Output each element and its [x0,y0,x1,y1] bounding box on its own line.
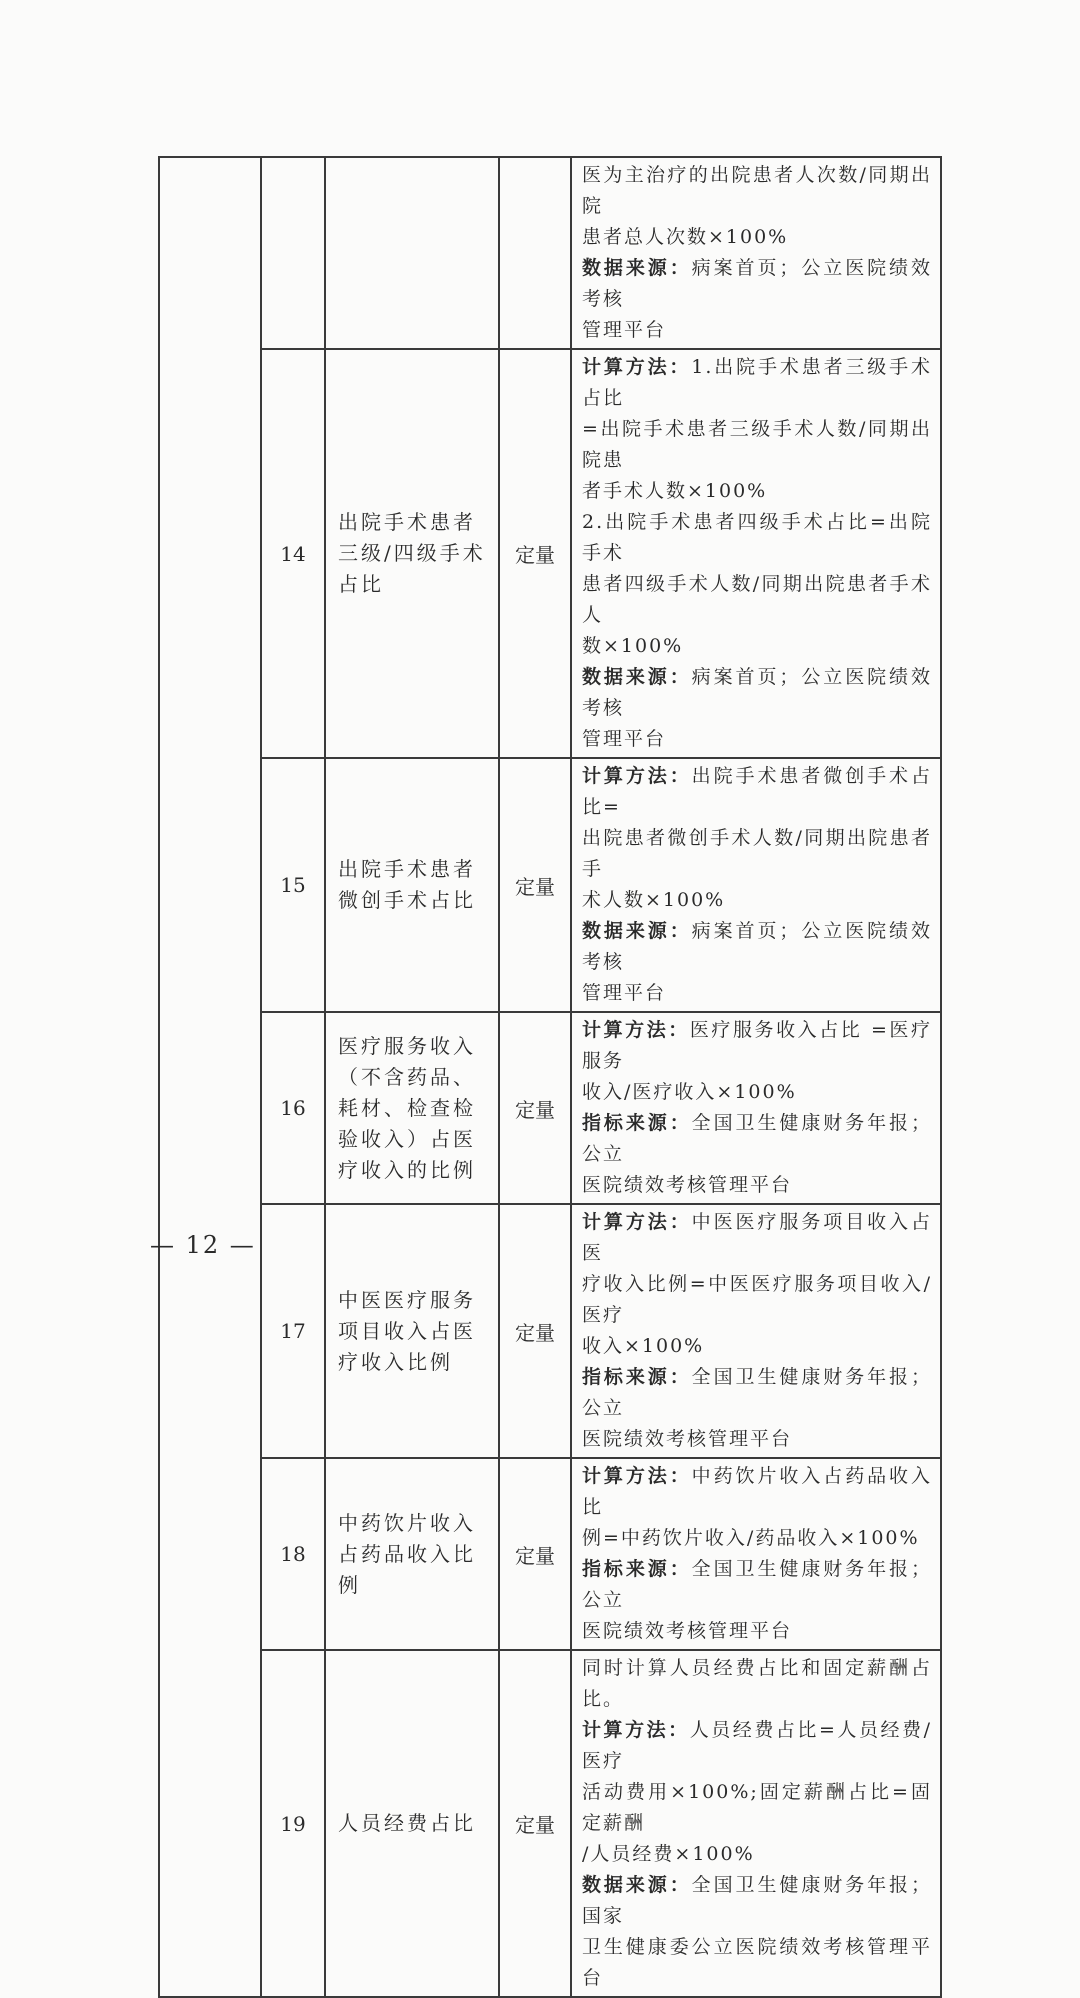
description-text: 全国卫生健康财务年报；公立 [582,1366,932,1419]
description-line [582,1777,932,1839]
description-text: 患者总人次数×100% [582,226,789,248]
indicator-name: 出院手术患者三级/四级手术占比 [325,349,499,758]
indicator-table [158,156,942,1998]
description-text: 病案首页；公立医院绩效考核 [582,257,932,310]
indicator-type: 定量 [499,758,571,1012]
indicator-description [571,1650,941,1997]
description-line [582,1653,932,1715]
indicator-description [571,1204,941,1458]
description-text: 收入/医疗收入×100% [582,1081,797,1103]
description-text: /人员经费×100% [582,1843,755,1865]
description-line [582,476,932,507]
table-row [159,1650,941,1997]
description-line [582,1523,932,1554]
description-text: 者手术人数×100% [582,480,768,502]
row-number: 18 [261,1458,325,1650]
description-line [582,160,932,222]
row-number: 19 [261,1650,325,1997]
description-text: 同时计算人员经费占比和固定薪酬占比。 [582,1657,932,1710]
description-line [582,352,932,414]
description-line [582,631,932,662]
description-text: 中药饮片收入占药品收入比 [582,1465,932,1518]
description-label: 指标来源： [582,1366,692,1388]
row-number: 16 [261,1012,325,1204]
indicator-type: 定量 [499,1650,571,1997]
indicator-name [325,157,499,349]
description-line [582,1461,932,1523]
description-text: 卫生健康委公立医院绩效考核管理平台 [582,1936,932,1989]
description-line [582,1269,932,1331]
description-line [582,507,932,569]
description-line [582,1331,932,1362]
description-line [582,1077,932,1108]
description-label: 指标来源： [582,1558,692,1580]
description-text: 医疗服务收入占比 =医疗服务 [582,1019,932,1072]
description-label: 计算方法： [582,1019,690,1041]
description-line [582,1616,932,1647]
description-line [582,1554,932,1616]
description-label: 数据来源： [582,666,692,688]
description-line [582,1362,932,1424]
description-label: 计算方法： [582,1465,692,1487]
description-line [582,315,932,346]
indicator-type [499,157,571,349]
indicator-description [571,1012,941,1204]
description-line [582,1108,932,1170]
description-text: 人员经费占比=人员经费/医疗 [582,1719,932,1772]
description-text: 医院绩效考核管理平台 [582,1620,793,1642]
description-line [582,823,932,885]
description-text: 全国卫生健康财务年报；公立 [582,1112,932,1165]
description-text: 患者四级手术人数/同期出院患者手术人 [582,573,932,626]
description-line [582,724,932,755]
description-line [582,1715,932,1777]
description-text: 病案首页；公立医院绩效考核 [582,666,932,719]
description-text: 1.出院手术患者三级手术占比 [582,356,932,409]
indicator-type: 定量 [499,1012,571,1204]
description-line [582,1839,932,1870]
description-text: 医为主治疗的出院患者人次数/同期出院 [582,164,932,217]
indicator-name: 医疗服务收入（不含药品、耗材、检查检验收入）占医疗收入的比例 [325,1012,499,1204]
table-row [159,157,941,349]
table-row [159,1012,941,1204]
description-text: 中医医疗服务项目收入占医 [582,1211,932,1264]
description-line [582,761,932,823]
description-line [582,1015,932,1077]
description-label: 计算方法： [582,765,692,787]
description-line [582,1932,932,1994]
indicator-name: 中药饮片收入占药品收入比例 [325,1458,499,1650]
description-text: 医院绩效考核管理平台 [582,1174,793,1196]
description-line [582,916,932,978]
description-text: 管理平台 [582,728,667,750]
table-row [159,1204,941,1458]
description-label: 计算方法： [582,1211,692,1233]
indicator-description [571,349,941,758]
description-line [582,569,932,631]
description-text: 出院患者微创手术人数/同期出院患者手 [582,827,932,880]
description-text: 疗收入比例=中医医疗服务项目收入/医疗 [582,1273,932,1326]
table-row [159,349,941,758]
description-label: 计算方法： [582,1719,690,1741]
page-number: — 12 — [150,1231,256,1259]
description-text: 病案首页；公立医院绩效考核 [582,920,932,973]
description-text: 活动费用×100%;固定薪酬占比=固定薪酬 [582,1781,932,1834]
description-label: 数据来源： [582,257,692,279]
indicator-description [571,758,941,1012]
indicator-name: 人员经费占比 [325,1650,499,1997]
description-line [582,885,932,916]
description-text: 全国卫生健康财务年报；公立 [582,1558,932,1611]
indicator-type: 定量 [499,1458,571,1650]
row-number [261,157,325,349]
description-line [582,222,932,253]
row-number: 17 [261,1204,325,1458]
description-label: 指标来源： [582,1112,692,1134]
description-text: 管理平台 [582,982,667,1004]
description-text: 例=中药饮片收入/药品收入×100% [582,1527,920,1549]
table-row [159,1458,941,1650]
description-line [582,978,932,1009]
description-text: 出院手术患者微创手术占比= [582,765,932,818]
indicator-name: 中医医疗服务项目收入占医疗收入比例 [325,1204,499,1458]
description-line [582,414,932,476]
description-text: 2.出院手术患者四级手术占比=出院手术 [582,511,932,564]
description-line [582,1170,932,1201]
description-label: 数据来源： [582,920,692,942]
description-text: 术人数×100% [582,889,726,911]
description-text: 收入×100% [582,1335,705,1357]
description-line [582,253,932,315]
category-cell [159,157,261,1997]
description-line [582,1207,932,1269]
description-label: 计算方法： [582,356,692,378]
description-text: 数×100% [582,635,684,657]
indicator-type: 定量 [499,1204,571,1458]
table-row [159,758,941,1012]
indicator-name: 出院手术患者微创手术占比 [325,758,499,1012]
indicator-table-body [159,157,941,1997]
row-number: 15 [261,758,325,1012]
description-line [582,1424,932,1455]
indicator-description [571,157,941,349]
description-label: 数据来源： [582,1874,692,1896]
description-text: =出院手术患者三级手术人数/同期出院患 [582,418,932,471]
description-text: 管理平台 [582,319,667,341]
row-number: 14 [261,349,325,758]
description-text: 医院绩效考核管理平台 [582,1428,793,1450]
description-line [582,662,932,724]
description-line [582,1870,932,1932]
description-text: 全国卫生健康财务年报；国家 [582,1874,932,1927]
indicator-type: 定量 [499,349,571,758]
indicator-description [571,1458,941,1650]
